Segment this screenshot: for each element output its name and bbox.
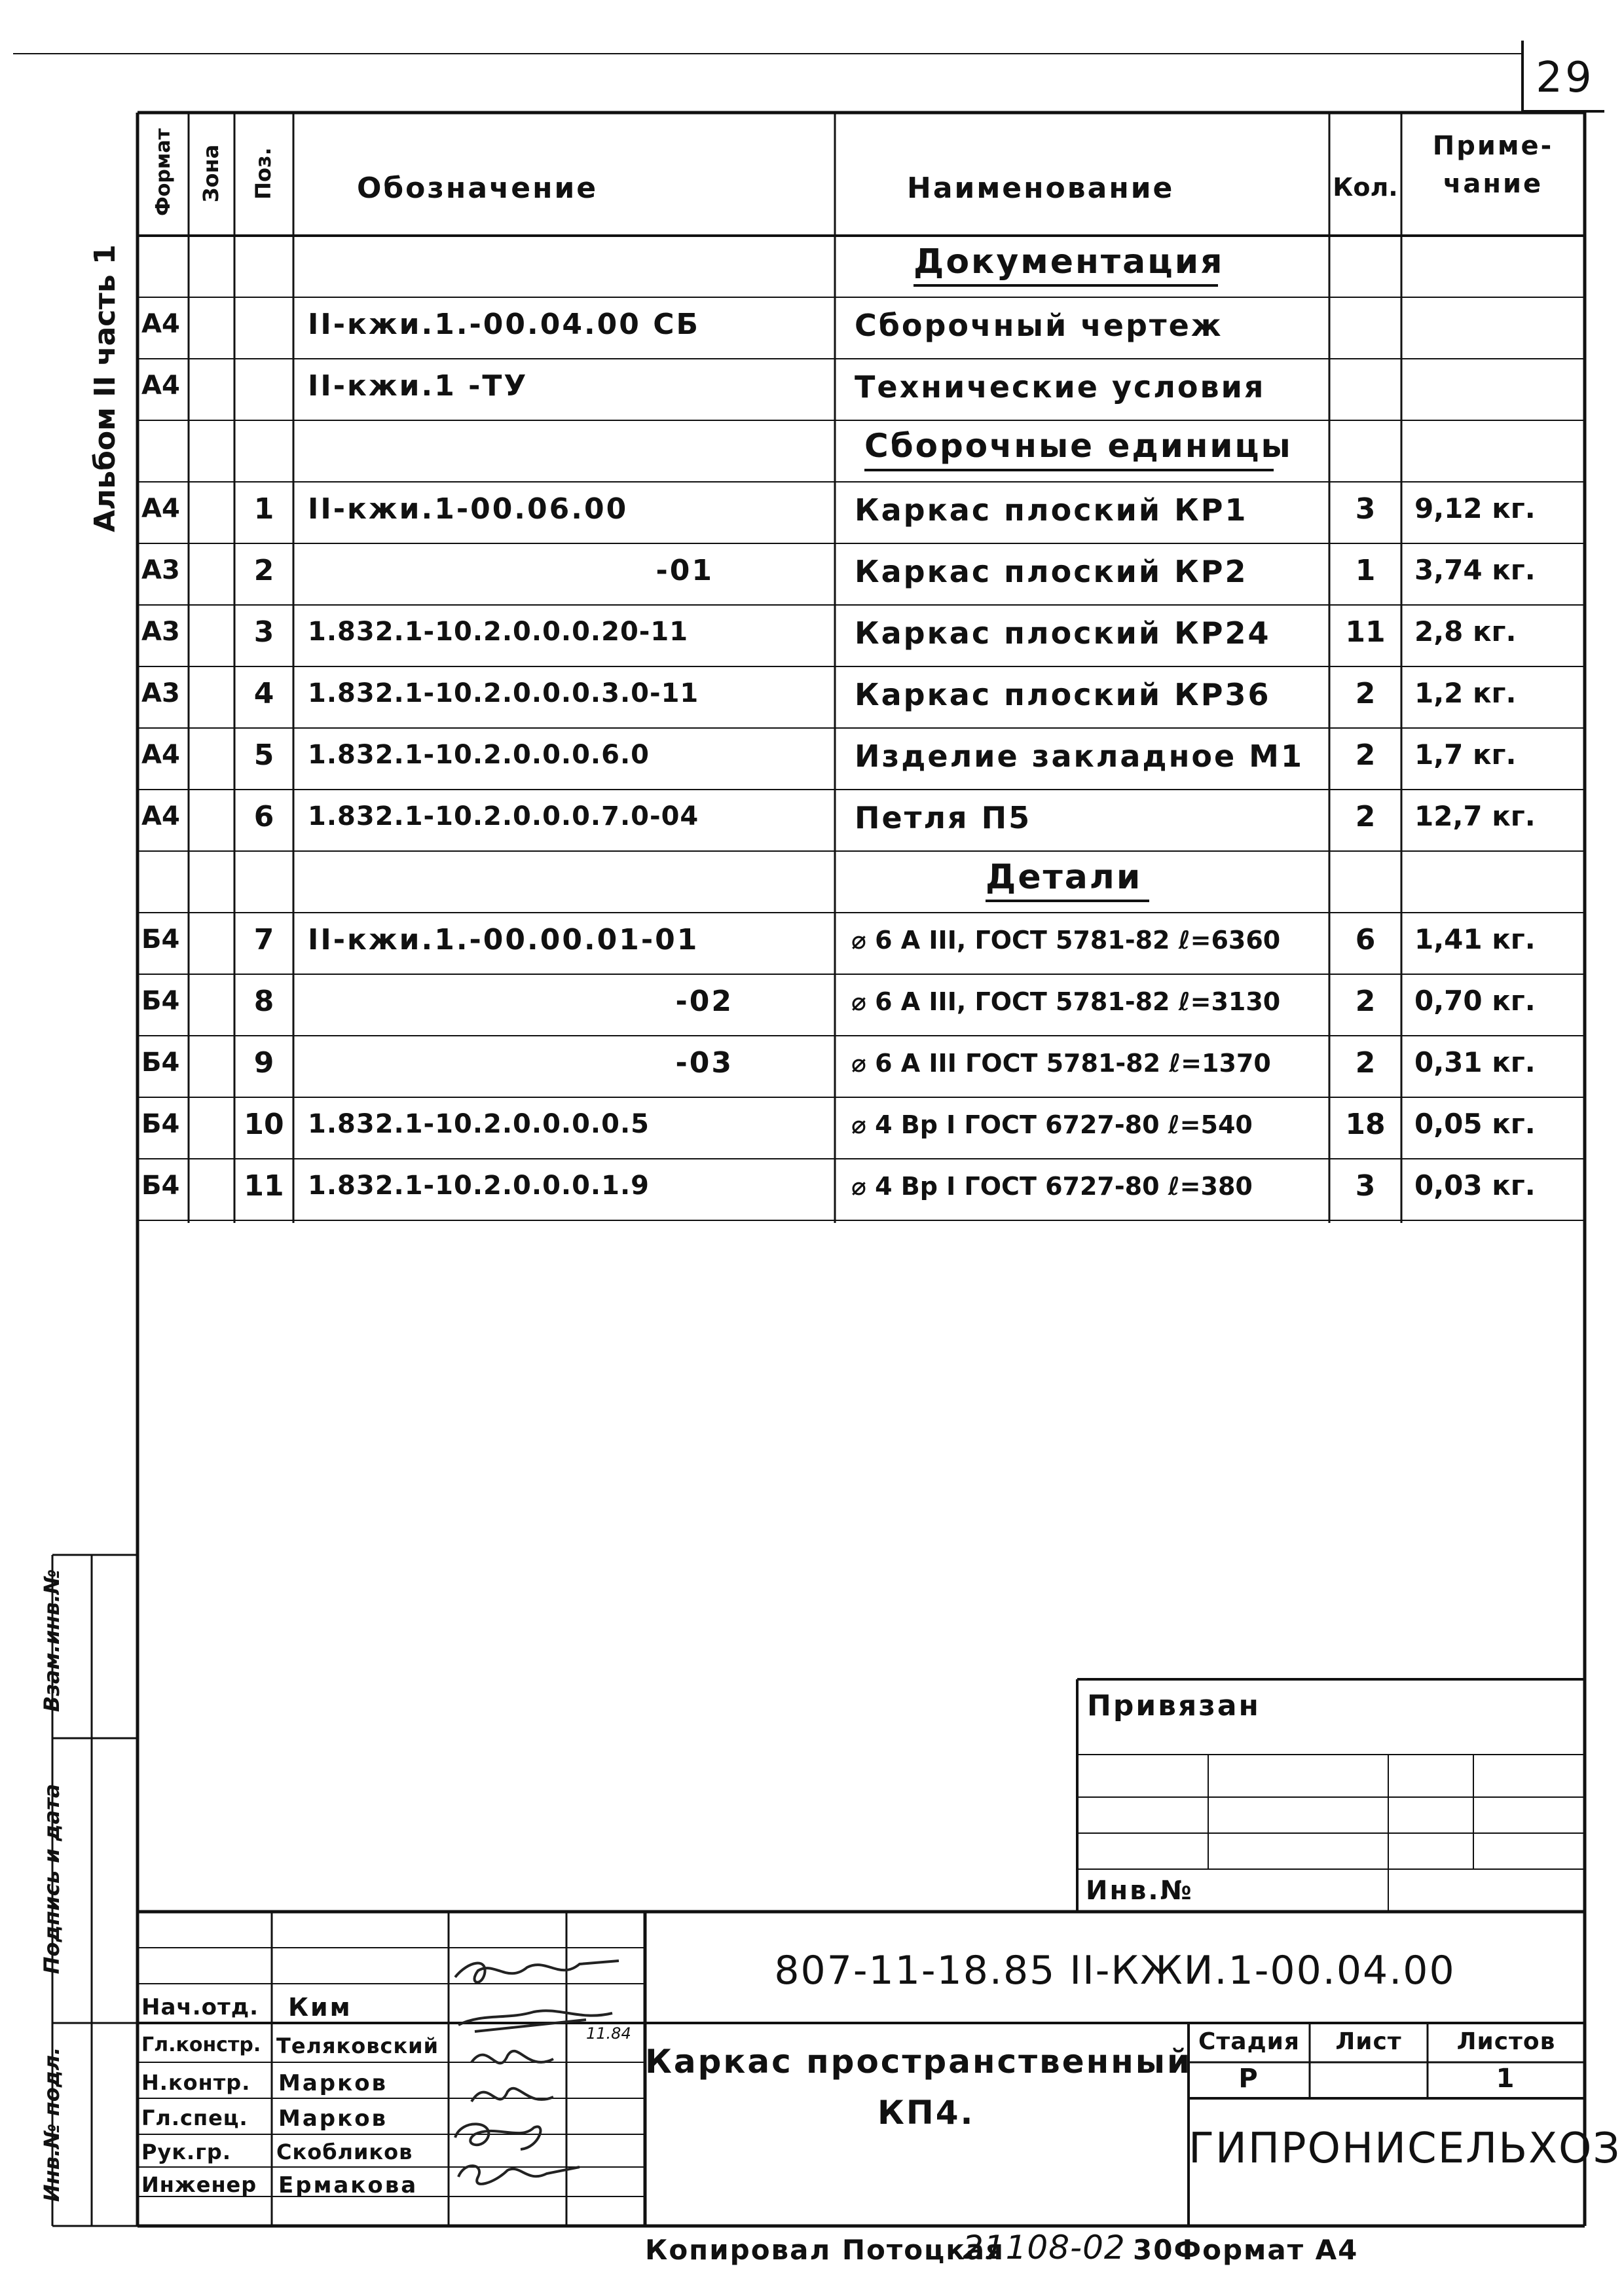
- table-row-designation: 1.832.1-10.2.0.0.0.1.9: [308, 1171, 650, 1201]
- table-row-name: Каркас плоский КР24: [855, 615, 1271, 651]
- staff-role: Гл.констр.: [141, 2033, 261, 2056]
- copied-by: Копировал Потоцкая: [645, 2234, 1005, 2266]
- table-row-format: А4: [141, 309, 180, 339]
- header-oboznachenie: Обозначение: [357, 172, 599, 205]
- table-row-note: 0,03 кг.: [1414, 1169, 1536, 1201]
- table-row-position: 9: [253, 1046, 274, 1080]
- stamp-inv-podl: Инв.№ подл.: [39, 2047, 64, 2202]
- table-row-quantity: 1: [1355, 554, 1376, 587]
- stamp-podpis-data: Подпись и дата: [39, 1783, 64, 1975]
- staff-role: Нач.отд.: [141, 1994, 259, 2020]
- staff-name: Скобликов: [276, 2140, 413, 2164]
- section-title-assembly-units: Сборочные единицы: [864, 427, 1293, 465]
- table-row-note: 0,70 кг.: [1414, 985, 1536, 1017]
- table-row-format: А3: [141, 617, 180, 647]
- inv-number-label: Инв.№: [1086, 1876, 1194, 1906]
- table-row-quantity: 2: [1355, 985, 1376, 1018]
- table-row-format: Б4: [141, 986, 180, 1016]
- page-number: 29: [1536, 54, 1595, 102]
- table-row-note: 1,2 кг.: [1414, 677, 1517, 709]
- table-row-format: Б4: [141, 1048, 180, 1078]
- table-row-name: ⌀ 4 Вр I ГОСТ 6727-80 ℓ=380: [851, 1172, 1253, 1201]
- table-row-position: 5: [253, 738, 274, 772]
- table-row-name: Технические условия: [855, 369, 1266, 405]
- table-row-quantity: 6: [1355, 923, 1376, 957]
- table-row-note: 2,8 кг.: [1414, 615, 1517, 647]
- table-row-position: 11: [244, 1169, 284, 1203]
- signature-markov-1: [471, 2051, 553, 2064]
- table-row-quantity: 18: [1345, 1108, 1386, 1141]
- table-row-note: 9,12 кг.: [1414, 492, 1536, 524]
- table-row-name: ⌀ 6 А III, ГОСТ 5781-82 ℓ=6360: [851, 926, 1281, 955]
- table-row-quantity: 2: [1355, 677, 1376, 710]
- document-designation: 807-11-18.85 II-КЖИ.1-00.04.00: [774, 1948, 1456, 1994]
- table-row-position: 10: [244, 1108, 284, 1141]
- object-name-line2: КП4.: [877, 2094, 975, 2132]
- signature-skoblikov: [455, 2124, 540, 2149]
- staff-name: Теляковский: [276, 2033, 439, 2058]
- header-kol: Кол.: [1333, 173, 1398, 202]
- table-row-designation: 1.832.1-10.2.0.0.0.0.5: [308, 1109, 650, 1139]
- album-label: Альбом II часть 1: [88, 244, 122, 532]
- table-row-position: 3: [253, 615, 274, 649]
- table-row-format: Б4: [141, 924, 180, 955]
- table-row-designation: -03: [675, 1046, 733, 1080]
- header-primechanie-2: чание: [1443, 169, 1543, 199]
- signature-ermakova: [458, 2166, 580, 2184]
- table-row-name: ⌀ 6 А III ГОСТ 5781-82 ℓ=1370: [851, 1049, 1271, 1078]
- stage-value: Р: [1238, 2064, 1260, 2094]
- table-row-position: 6: [253, 800, 274, 833]
- table-row-designation: 1.832.1-10.2.0.0.0.7.0-04: [308, 801, 699, 831]
- table-row-quantity: 11: [1345, 615, 1386, 649]
- table-row-format: А4: [141, 494, 180, 524]
- header-poz: Поз.: [251, 147, 276, 200]
- table-row-designation: II-кжи.1 -ТУ: [308, 369, 528, 403]
- header-format: Формат: [152, 128, 175, 216]
- table-row-name: Каркас плоский КР36: [855, 677, 1271, 712]
- table-row-quantity: 2: [1355, 800, 1376, 833]
- stage-label: Стадия: [1198, 2028, 1300, 2055]
- staff-name: Ермакова: [278, 2172, 418, 2198]
- staff-name: Ким: [288, 1993, 352, 2022]
- table-row-name: ⌀ 4 Вр I ГОСТ 6727-80 ℓ=540: [851, 1110, 1253, 1139]
- staff-name: Марков: [278, 2105, 388, 2132]
- sheets-total-value: 1: [1496, 2064, 1517, 2094]
- table-row-name: ⌀ 6 А III, ГОСТ 5781-82 ℓ=3130: [851, 987, 1281, 1016]
- staff-role: Инженер: [141, 2172, 257, 2197]
- section-title-details: Детали: [986, 858, 1143, 897]
- header-primechanie-1: Приме-: [1432, 131, 1554, 161]
- table-row-format: А4: [141, 371, 180, 401]
- table-row-designation: -02: [675, 985, 733, 1018]
- table-row-designation: II-кжи.1.-00.00.01-01: [308, 923, 699, 957]
- table-row-position: 8: [253, 985, 274, 1018]
- privyazan-label: Привязан: [1087, 1689, 1261, 1722]
- table-row-designation: II-кжи.1.-00.04.00 СБ: [308, 308, 701, 341]
- signature-telyakovsky: [458, 2011, 612, 2032]
- table-row-note: 0,31 кг.: [1414, 1046, 1536, 1078]
- table-row-designation: 1.832.1-10.2.0.0.0.6.0: [308, 740, 650, 770]
- table-row-position: 4: [253, 677, 274, 710]
- signature-kim: [455, 1961, 619, 1982]
- paper-format: 30Формат А4: [1133, 2234, 1359, 2266]
- table-row-designation: 1.832.1-10.2.0.0.0.3.0-11: [308, 678, 699, 708]
- table-row-designation: II-кжи.1-00.06.00: [308, 492, 629, 526]
- section-title-documentation: Документация: [913, 242, 1225, 282]
- staff-date: 11.84: [586, 2024, 631, 2043]
- table-row-note: 1,7 кг.: [1414, 738, 1517, 771]
- table-row-designation: 1.832.1-10.2.0.0.0.20-11: [308, 617, 689, 647]
- header-naimenovanie: Наименование: [907, 172, 1175, 205]
- table-row-quantity: 2: [1355, 738, 1376, 772]
- organization-name: ГИПРОНИСЕЛЬХОЗ: [1189, 2124, 1621, 2173]
- table-row-format: А4: [141, 740, 180, 770]
- table-row-format: А3: [141, 678, 180, 708]
- staff-role: Н.контр.: [141, 2070, 251, 2095]
- table-row-note: 12,7 кг.: [1414, 800, 1536, 832]
- header-zona: Зона: [198, 144, 223, 203]
- table-row-note: 1,41 кг.: [1414, 923, 1536, 955]
- table-row-note: 0,05 кг.: [1414, 1108, 1536, 1140]
- table-row-position: 7: [253, 923, 274, 957]
- staff-role: Гл.спец.: [141, 2105, 248, 2130]
- table-row-name: Каркас плоский КР2: [855, 554, 1248, 589]
- sheets-total-label: Листов: [1456, 2028, 1556, 2055]
- table-row-format: А3: [141, 555, 180, 585]
- table-row-position: 1: [253, 492, 274, 526]
- staff-name: Марков: [278, 2070, 388, 2096]
- table-row-note: 3,74 кг.: [1414, 554, 1536, 586]
- signatures: [449, 1948, 645, 2203]
- stamp-vzam-inv: Взам.инв.№: [39, 1569, 64, 1712]
- table-row-name: Изделие закладное М1: [855, 738, 1304, 774]
- table-row-name: Петля П5: [855, 800, 1032, 835]
- table-row-quantity: 2: [1355, 1046, 1376, 1080]
- table-row-quantity: 3: [1355, 1169, 1376, 1203]
- table-row-name: Каркас плоский КР1: [855, 492, 1248, 528]
- signature-markov-2: [471, 2088, 553, 2102]
- table-row-designation: -01: [655, 554, 714, 587]
- table-row-position: 2: [253, 554, 274, 587]
- object-name-line1: Каркас пространственный: [645, 2043, 1192, 2081]
- sheet-label: Лист: [1335, 2028, 1402, 2055]
- table-row-format: А4: [141, 801, 180, 831]
- table-row-quantity: 3: [1355, 492, 1376, 526]
- table-row-format: Б4: [141, 1171, 180, 1201]
- table-row-name: Сборочный чертеж: [855, 308, 1223, 343]
- table-row-format: Б4: [141, 1109, 180, 1139]
- staff-role: Рук.гр.: [141, 2140, 231, 2164]
- order-number: 21108-02: [963, 2229, 1126, 2267]
